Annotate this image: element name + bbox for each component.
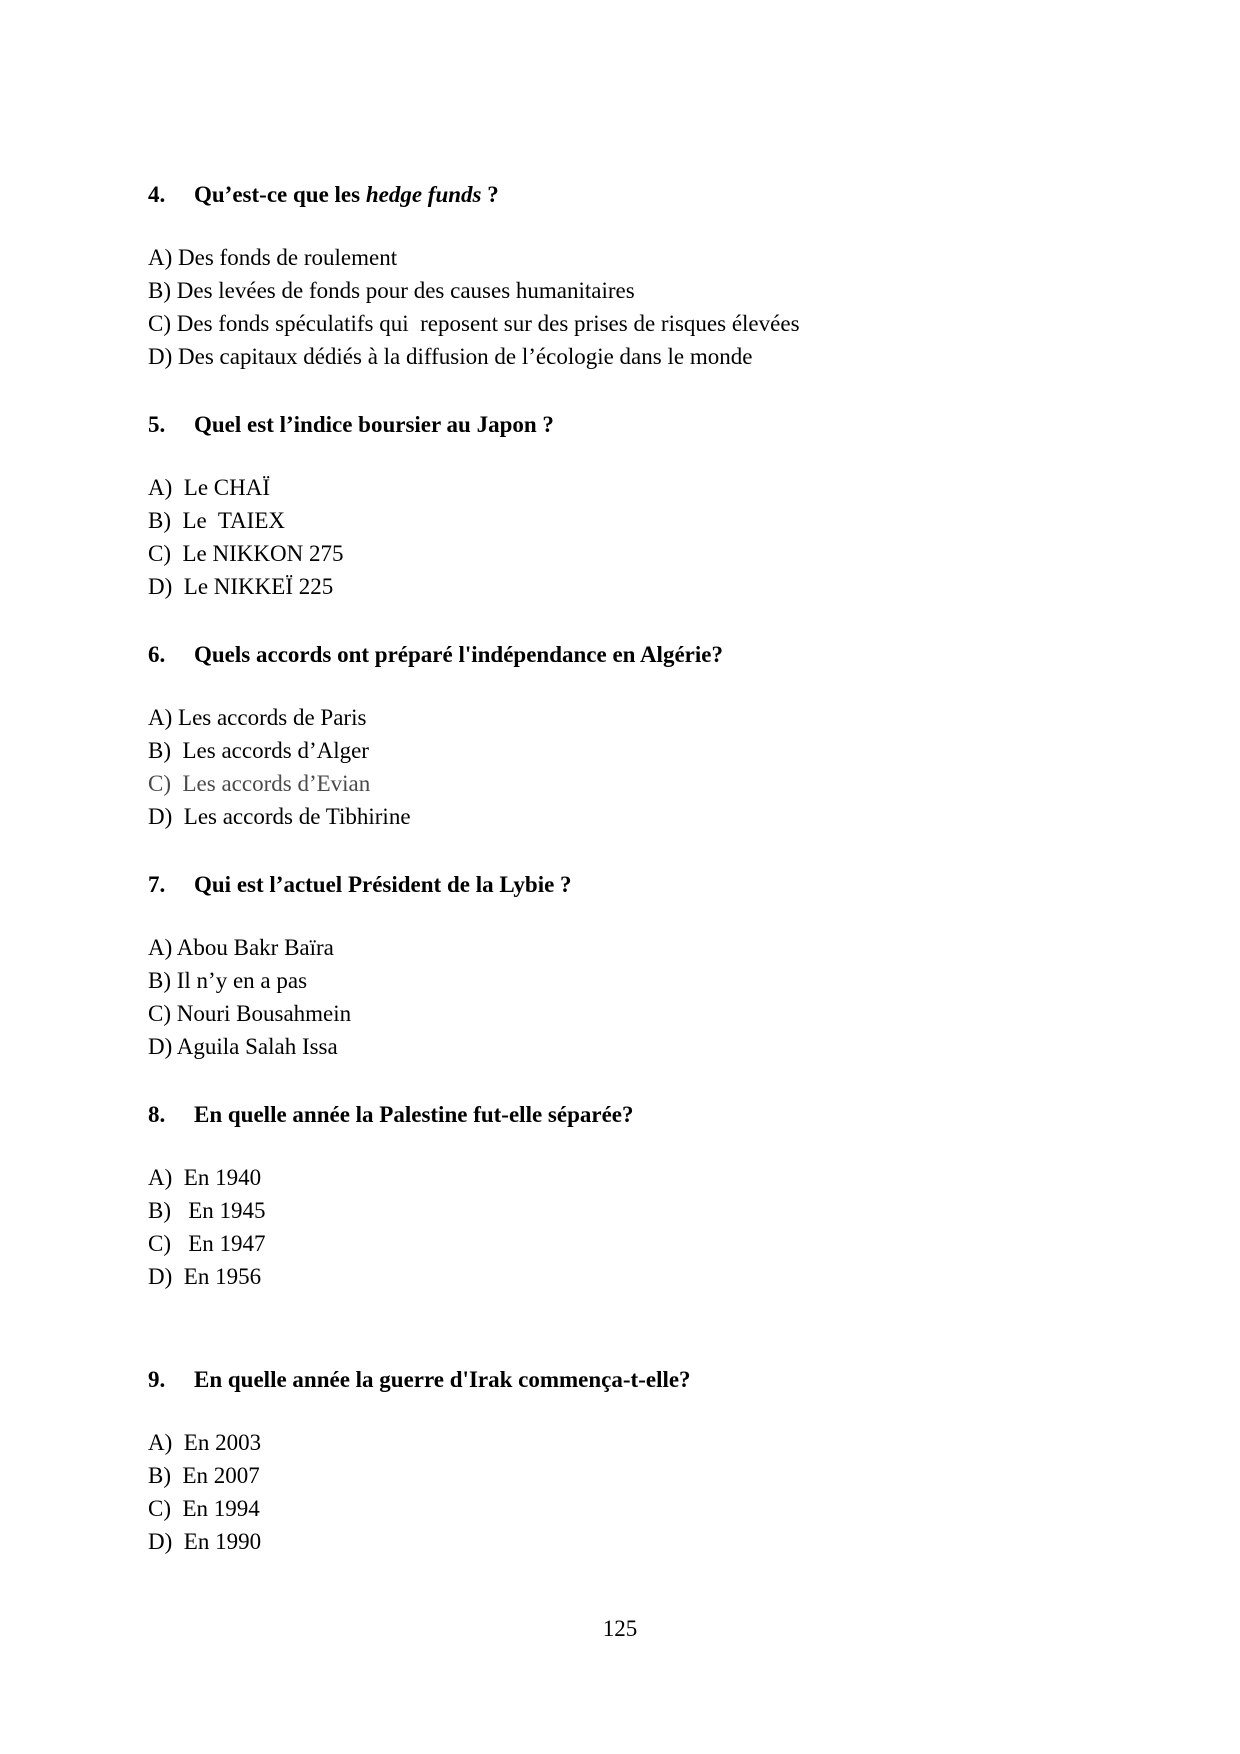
question-8 [148, 1100, 1128, 1293]
question-text: En quelle année la guerre d'Irak commença-t-elle? [194, 1367, 691, 1392]
page-number: 125 [602, 1616, 638, 1641]
question-title [148, 640, 1128, 670]
question-text-italic: hedge funds [365, 182, 482, 207]
option-c: C) Nouri Bousahmein [148, 1001, 352, 1026]
option-d: D) En 1990 [148, 1529, 262, 1554]
question-title [148, 1365, 1128, 1395]
option-a: A) Des fonds de roulement [148, 245, 398, 270]
option-c: C) En 1994 [148, 1496, 260, 1521]
question-title [148, 410, 1128, 440]
question-number: 8. [148, 1102, 166, 1127]
question-text-end: ? [481, 182, 499, 207]
option-a: A) En 2003 [148, 1430, 262, 1455]
question-text: Qu’est-ce que les [194, 182, 366, 207]
option-d: D) Les accords de Tibhirine [148, 804, 411, 829]
question-4 [148, 180, 1128, 373]
option-b: B) Les accords d’Alger [148, 738, 369, 763]
question-number: 7. [148, 872, 166, 897]
question-number: 6. [148, 642, 166, 667]
question-number: 4. [148, 182, 166, 207]
option-d: D) Le NIKKEÏ 225 [148, 574, 334, 599]
question-9 [148, 1365, 1128, 1558]
option-a: A) En 1940 [148, 1165, 262, 1190]
option-b: B) En 1945 [148, 1198, 266, 1223]
options-list [148, 1426, 1128, 1558]
options-list [148, 931, 1128, 1063]
question-text: Qui est l’actuel Président de la Lybie ? [194, 872, 572, 897]
question-number: 5. [148, 412, 166, 437]
option-a: A) Le CHAÏ [148, 475, 270, 500]
question-5 [148, 410, 1128, 603]
option-d: D) Aguila Salah Issa [148, 1034, 338, 1059]
option-c: C) Le NIKKON 275 [148, 541, 344, 566]
option-b: B) Il n’y en a pas [148, 968, 308, 993]
option-b: B) Le TAIEX [148, 508, 285, 533]
question-title [148, 1100, 1128, 1130]
options-list [148, 701, 1128, 833]
question-7 [148, 870, 1128, 1063]
question-title [148, 180, 1128, 210]
option-b: B) En 2007 [148, 1463, 260, 1488]
question-title [148, 870, 1128, 900]
option-c: C) Les accords d’Evian [148, 771, 371, 796]
options-list [148, 241, 1128, 373]
option-d: D) En 1956 [148, 1264, 262, 1289]
option-b: B) Des levées de fonds pour des causes humanitaires [148, 278, 635, 303]
option-a: A) Les accords de Paris [148, 705, 367, 730]
options-list [148, 471, 1128, 603]
question-number: 9. [148, 1367, 166, 1392]
question-6 [148, 640, 1128, 833]
question-text: En quelle année la Palestine fut-elle séparée? [194, 1102, 634, 1127]
option-c: C) Des fonds spéculatifs qui reposent sur des prises de risques élevées [148, 311, 800, 336]
option-a: A) Abou Bakr Baïra [148, 935, 334, 960]
question-text: Quels accords ont préparé l'indépendance en Algérie? [194, 642, 723, 667]
option-c: C) En 1947 [148, 1231, 266, 1256]
option-d: D) Des capitaux dédiés à la diffusion de l’écologie dans le monde [148, 344, 753, 369]
question-text: Quel est l’indice boursier au Japon ? [194, 412, 554, 437]
options-list [148, 1161, 1128, 1293]
